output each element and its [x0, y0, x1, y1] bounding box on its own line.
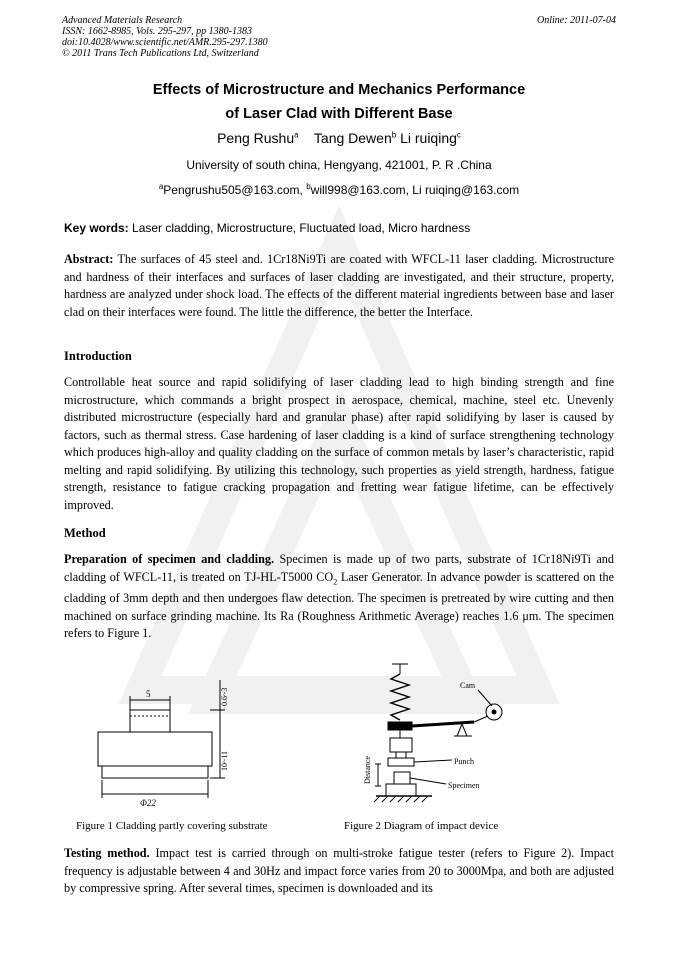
journal-header: [62, 15, 268, 59]
label-punch: Punch: [454, 757, 474, 766]
label-specimen: Specimen: [448, 781, 480, 790]
introduction-heading: Introduction: [64, 349, 132, 363]
cladding-layer: [130, 710, 170, 732]
impact-head: [390, 738, 412, 752]
paper-title-line-2: of Laser Clad with Different Base: [225, 106, 453, 122]
abstract-text: The surfaces of 45 steel and. 1Cr18Ni9Ti are coated with WFCL-11 laser cladding. Microstructure and hardness of their interfaces and surfaces of laser cladding are investigated, and their structure, property, hardness are analyzed under shock load. The effects of the different material ingredients between base and laser clad on their interfaces were found. The little the difference, the better the Interface.: [64, 252, 614, 319]
author-1-sup: a: [294, 130, 299, 140]
paper-title-line-1: Effects of Microstructure and Mechanics Performance: [152, 82, 526, 98]
specimen-icon: [394, 772, 410, 784]
punch-icon: [388, 758, 414, 766]
abstract-label: Abstract:: [64, 252, 114, 266]
keywords-text: Laser cladding, Microstructure, Fluctuated load, Micro hardness: [132, 221, 471, 235]
online-date: Online: 2011-07-04: [537, 15, 616, 26]
introduction-text: Controllable heat source and rapid solidifying of laser cladding lead to high binding strength and fine microstructure, which commands a bright prospect in aerospace, chemical, machine, steel etc. Unevenly distributed microstructure (especially hard and granular phase) after rapid solidifying by laser is caused by factors, such as thermal stress. Case hardening of laser cladding is a kind of surface strengthening technology which produces high-alloy and quality cladding on the surface of common metals by laser’s characteristic, rapid melting and rapid solidifying. By utilizing this technology, such properties as yield strength, hardness, fatigue strength, resistance to fatigue cracking propagation and fretting wear fatigue lifetime, can be effectively improved.: [64, 375, 614, 512]
emails: [0, 182, 678, 197]
author-3: Li ruiqing: [400, 130, 457, 146]
method-heading: Method: [64, 526, 106, 540]
copyright-line: © 2011 Trans Tech Publications Ltd, Switzerland: [62, 48, 259, 59]
preparation-text-1: Specimen is made up of two parts, substrate of 1Cr18Ni9Ti and cladding of WFCL-11, is treated on TJ-HL-T5000 CO: [64, 552, 614, 584]
issn-line: ISSN: 1662-8985, Vols. 295-297, pp 1380-1383: [62, 26, 252, 37]
doi-line: doi:10.4028/www.scientific.net/AMR.295-297.1380: [62, 37, 268, 48]
author-2-sup: b: [391, 130, 397, 140]
testing-label: Testing method.: [64, 846, 150, 860]
fulcrum: [457, 724, 467, 736]
keywords: [64, 221, 470, 235]
dim-label-bottom: Φ22: [140, 798, 156, 808]
email-1-sup: a: [158, 182, 164, 191]
authors: [0, 130, 678, 146]
journal-name: Advanced Materials Research: [62, 15, 183, 26]
email-2[interactable]: will998@163.com,: [310, 183, 409, 197]
figure-2-caption: Figure 2 Diagram of impact device: [344, 820, 499, 832]
label-cam: Cam: [460, 681, 476, 690]
abstract: [64, 251, 614, 321]
preparation-label: Preparation of specimen and cladding.: [64, 552, 275, 566]
keywords-label: Key words:: [64, 221, 129, 235]
preparation-text-2: Laser Generator. In advance powder is scattered on the cladding of 3mm depth and then undergoes flaw detection. The specimen is pretreated by wire cutting and then machined on surface grinding machine. Its Ra (Roughness Arithmetic Average) reaches 1.6 μm. The specimen refers to Figure 1.: [64, 569, 614, 641]
email-1[interactable]: Pengrushu505@163.com,: [163, 183, 303, 197]
figure-2-drawing: [358, 660, 528, 816]
dim-label-right-top: 0.6~3: [220, 687, 229, 706]
email-2-sup: b: [306, 182, 311, 191]
preparation-paragraph: [64, 551, 614, 643]
author-3-sup: c: [456, 130, 461, 140]
figure-1-caption: Figure 1 Cladding partly covering substrate: [76, 820, 268, 832]
label-distance: Distance: [363, 756, 372, 784]
testing-paragraph: [64, 845, 614, 898]
substrate-step: [102, 766, 208, 778]
dim-label-top: 5: [146, 689, 151, 699]
dim-label-right: 10~11: [220, 750, 229, 771]
author-2: Tang Dewen: [313, 130, 392, 146]
email-3[interactable]: Li ruiqing@163.com: [412, 183, 520, 197]
co2-subscript: 2: [333, 576, 338, 586]
compression-spring: [391, 674, 409, 720]
substrate-body: [98, 732, 212, 766]
author-1: Peng Rushu: [217, 130, 295, 146]
testing-text: Impact test is carried through on multi-stroke fatigue tester (refers to Figure 2). Impact frequency is adjustable between 4 and 30Hz and impact force varies from 20 to 3000Mpa, and both are adjusted by compressive spring. After several times, specimen is downloaded and its: [64, 846, 614, 895]
affiliation: University of south china, Hengyang, 421001, P. R .China: [186, 158, 492, 172]
figure-1-drawing: [90, 676, 250, 808]
